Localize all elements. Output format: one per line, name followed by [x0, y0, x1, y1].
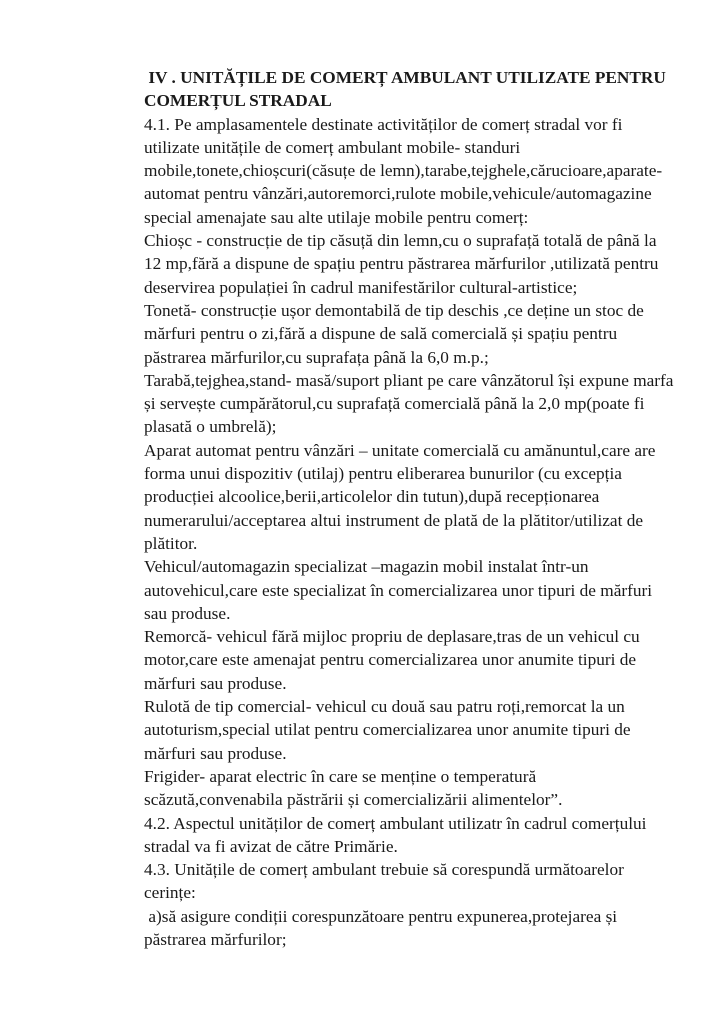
definition-chiosc-line: 12 mp,fără a dispune de spațiu pentru păstrarea mărfurilor ,utilizată pentru [144, 254, 659, 274]
definition-aparat-line: plătitor. [144, 533, 198, 553]
document-page [144, 66, 674, 951]
definition-remorca-line: Remorcă- vehicul fără mijloc propriu de deplasare,tras de un vehicul cu [144, 627, 640, 647]
paragraph-4-1-line: automat pentru vânzări,autoremorci,rulote mobile,vehicule/automagazine [144, 184, 652, 204]
definition-aparat-line: producției alcoolice,berii,articolelor din tutun),după recepționarea [144, 487, 600, 507]
definition-rulota-line: Rulotă de tip comercial- vehicul cu două sau patru roți,remorcat la un [144, 697, 625, 717]
definition-remorca-line: mărfuri sau produse. [144, 673, 287, 693]
definition-taraba-line: plasată o umbrelă); [144, 417, 277, 437]
definition-rulota-line: mărfuri sau produse. [144, 743, 287, 763]
paragraph-4-1-line: special amenajate sau alte utilaje mobile pentru comerț: [144, 207, 529, 227]
definition-vehicul-line: Vehicul/automagazin specializat –magazin mobil instalat într-un [144, 557, 589, 577]
definition-rulota-line: autoturism,special utilat pentru comercializarea unor anumite tipuri de [144, 720, 631, 740]
definition-taraba-line: și servește cumpărătorul,cu suprafață comercială până la 2,0 mp(poate fi [144, 394, 645, 414]
paragraph-4-2-line: stradal va fi avizat de către Primărie. [144, 836, 398, 856]
definition-toneta-line: Tonetă- construcție ușor demontabilă de tip deschis ,ce deține un stoc de [144, 300, 644, 320]
definition-frigider-line: scăzută,convenabila păstrării și comercializării alimentelor”. [144, 790, 563, 810]
definition-remorca-line: motor,care este amenajat pentru comercializarea unor anumite tipuri de [144, 650, 637, 670]
definition-vehicul-line: sau produse. [144, 603, 231, 623]
heading-line: IV . UNITĂȚILE DE COMERȚ AMBULANT UTILIZATE PENTRU [144, 68, 666, 87]
section-heading [144, 66, 674, 113]
definition-chiosc-line: deservirea populației în cadrul manifestărilor cultural-artistice; [144, 277, 578, 297]
paragraph-4-3-line: cerințe: [144, 883, 196, 903]
paragraph-4-3-line: 4.3. Unitățile de comerț ambulant trebuie să corespundă următoarelor [144, 860, 624, 880]
section-body [144, 113, 674, 952]
definition-aparat-line: Aparat automat pentru vânzări – unitate comercială cu amănuntul,care are [144, 440, 656, 460]
paragraph-4-2-line: 4.2. Aspectul unităților de comerț ambulant utilizatr în cadrul comerțului [144, 813, 647, 833]
definition-vehicul-line: autovehicul,care este specializat în comercializarea unor tipuri de mărfuri [144, 580, 653, 600]
definition-toneta-line: păstrarea mărfurilor,cu suprafața până la 6,0 m.p.; [144, 347, 489, 367]
definition-aparat-line: forma unui dispozitiv (utilaj) pentru eliberarea bunurilor (cu excepția [144, 464, 622, 484]
definition-aparat-line: numerarului/acceptarea altui instrument de plată de la plătitor/utilizat de [144, 510, 644, 530]
paragraph-4-1-line: 4.1. Pe amplasamentele destinate activităților de comerț stradal vor fi [144, 114, 623, 134]
paragraph-4-1-line: mobile,tonete,chioșcuri(căsuțe de lemn),tarabe,tejghele,cărucioare,aparate- [144, 161, 663, 181]
requirement-a-line: a)să asigure condiții corespunzătoare pentru expunerea,protejarea și [144, 906, 618, 926]
definition-taraba-line: Tarabă,tejghea,stand- masă/suport pliant pe care vânzătorul își expune marfa [144, 370, 674, 390]
definition-chiosc-line: Chioșc - construcție de tip căsuță din lemn,cu o suprafață totală de până la [144, 231, 657, 251]
definition-frigider-line: Frigider- aparat electric în care se menține o temperatură [144, 766, 537, 786]
definition-toneta-line: mărfuri pentru o zi,fără a dispune de sală comercială și spațiu pentru [144, 324, 618, 344]
paragraph-4-1-line: utilizate unitățile de comerț ambulant mobile- standuri [144, 137, 521, 157]
heading-line: COMERȚUL STRADAL [144, 91, 332, 111]
requirement-a-line: păstrarea mărfurilor; [144, 929, 287, 949]
